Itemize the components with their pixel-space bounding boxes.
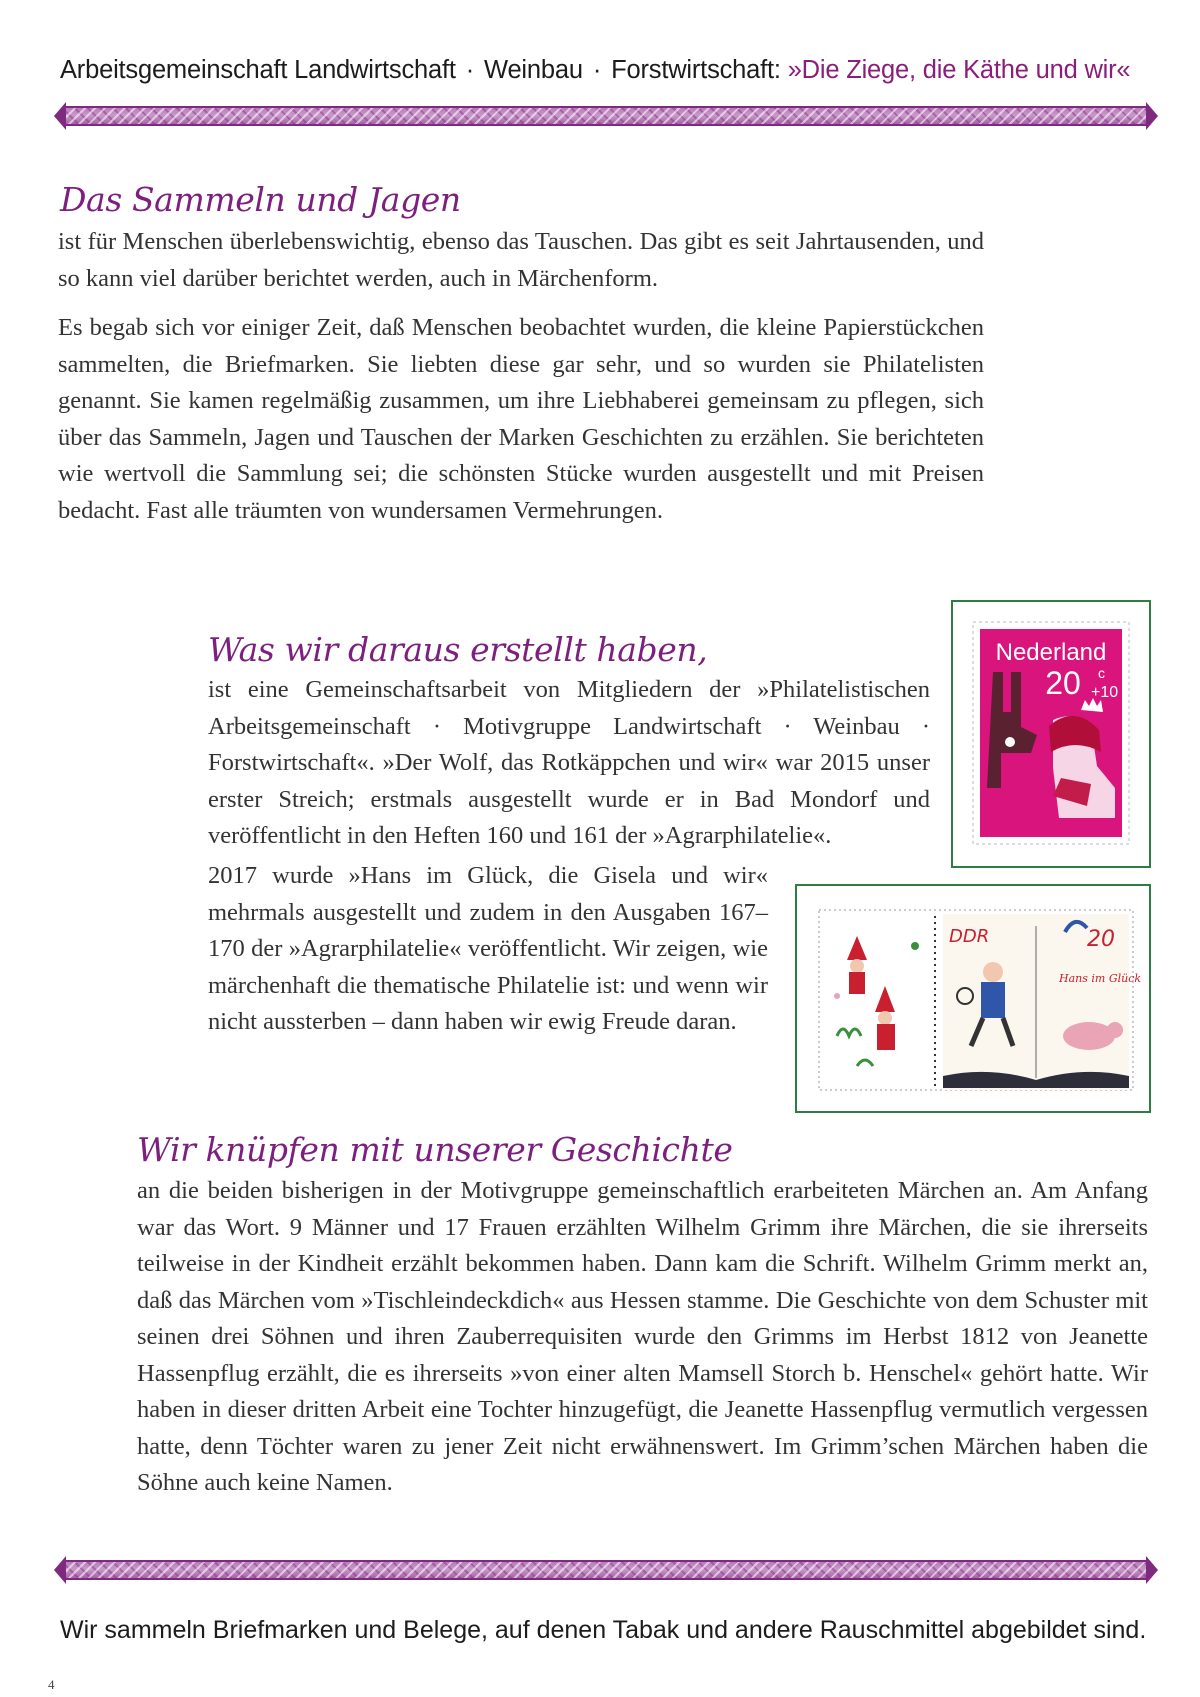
bottom-ornament-divider [64, 1560, 1148, 1580]
stamp2-book-text: Hans im Glück [1059, 972, 1142, 985]
section2-heading: Was wir daraus erstellt haben, [208, 630, 708, 669]
header-title-quote: »Die Ziege, die Käthe und wir« [787, 56, 1131, 84]
running-header [60, 56, 1160, 85]
stamp2-country: DDR [949, 926, 990, 947]
stamp-nederland-image [953, 602, 1149, 866]
page-number: 4 [48, 1677, 55, 1692]
section1-paragraph-2: Es begab sich vor einiger Zeit, daß Menschen beobachtet wurden, die kleine Papierstückchen sammelten, die Briefmarken. Sie liebten diese gar sehr, und so wurden sie Philatelisten genannt. Sie kamen regelmäßig zusammen, um ihre Liebhaberei gemeinsam zu pflegen, sich über das Sammeln, Jagen und Tauschen der Marken Geschichten zu erzählen. Sie berichteten wie wertvoll die Sammlung sei; die schönsten Stücke wurden ausgestellt und mit Preisen bedacht. Fast alle träumten von wundersamen Vermehrungen. [58, 314, 984, 524]
header-part-1: Arbeitsgemeinschaft Landwirtschaft [60, 56, 456, 84]
stamp1-country: Nederland [995, 639, 1107, 666]
stamp1-value-superscript: c [1098, 665, 1105, 681]
footer-statement: Wir sammeln Briefmarken und Belege, auf denen Tabak und andere Rauschmittel abgebildet sind. [60, 1616, 1147, 1644]
stamp1-value: 20 [1045, 665, 1081, 701]
section1-paragraph-1: ist für Menschen überlebenswichtig, ebenso das Tauschen. Das gibt es seit Jahrtausenden, und so kann viel darüber berichtet werden, auch in Märchenform. [58, 228, 984, 292]
section2-paragraph-bottom: 2017 wurde »Hans im Glück, die Gisela und wir« mehrmals ausgestellt und zudem in den Ausgaben 167–170 der »Agrarphilatelie« veröffentlicht. Wir zeigen, wie märchenhaft die thematische Philatelie ist: und wenn wir nicht aussterben – dann haben wir ewig Freude daran. [208, 862, 768, 1035]
stamp2-value: 20 [1087, 927, 1115, 952]
header-part-2: Weinbau [484, 56, 583, 84]
section2-paragraph-top: ist eine Gemeinschaftsarbeit von Mitgliedern der »Philatelistischen Arbeitsgemeinschaft · Motivgruppe Landwirtschaft · Weinbau · Forstwirtschaft«. »Der Wolf, das Rotkäppchen und wir« war 2015 unser erster Streich; erstmals ausgestellt wurde er in Bad Mondorf und veröffentlicht in den Heften 160 und 161 der »Agrarphilatelie«. [208, 676, 930, 849]
header-separator: · [465, 56, 475, 84]
stamp-frame-ddr [795, 884, 1151, 1113]
top-ornament-divider [64, 106, 1148, 126]
header-separator: · [592, 56, 602, 84]
stamp1-value-surcharge: +10 [1091, 684, 1119, 701]
header-part-3: Forstwirtschaft: [611, 56, 781, 84]
section3-paragraph: an die beiden bisherigen in der Motivgruppe gemeinschaftlich erarbeiteten Märchen an. Am Anfang war das Wort. 9 Männer und 17 Frauen erzählten Wilhelm Grimm ihre Märchen, die sie ihrerseits teilweise in der Kindheit erzählt bekommen haben. Dann kam die Schrift. Wilhelm Grimm merkt an, daß das Märchen vom »Tischleindeckdich« aus Hessen stamme. Die Geschichte von dem Schuster mit seinen drei Söhnen und ihren Zauberrequisiten wurde den Grimms im Herbst 1812 von Jeanette Hassenpflug erzählt, die es ihrerseits »von einer alten Mamsell Storch b. Henschel« gehört hatte. Wir haben in dieser dritten Arbeit eine Tochter hinzugefügt, die Jeanette Hassenpflug vermutlich vergessen hatte, denn Töchter waren zu jener Zeit nicht erwähnenswert. Im Grimm’schen Märchen haben die Söhne auch keine Namen. [137, 1177, 1148, 1496]
stamp-frame-nederland [951, 600, 1151, 868]
section1-heading: Das Sammeln und Jagen [60, 180, 461, 219]
section3-heading: Wir knüpfen mit unserer Geschichte [137, 1130, 733, 1169]
stamp-ddr-image [797, 886, 1149, 1111]
